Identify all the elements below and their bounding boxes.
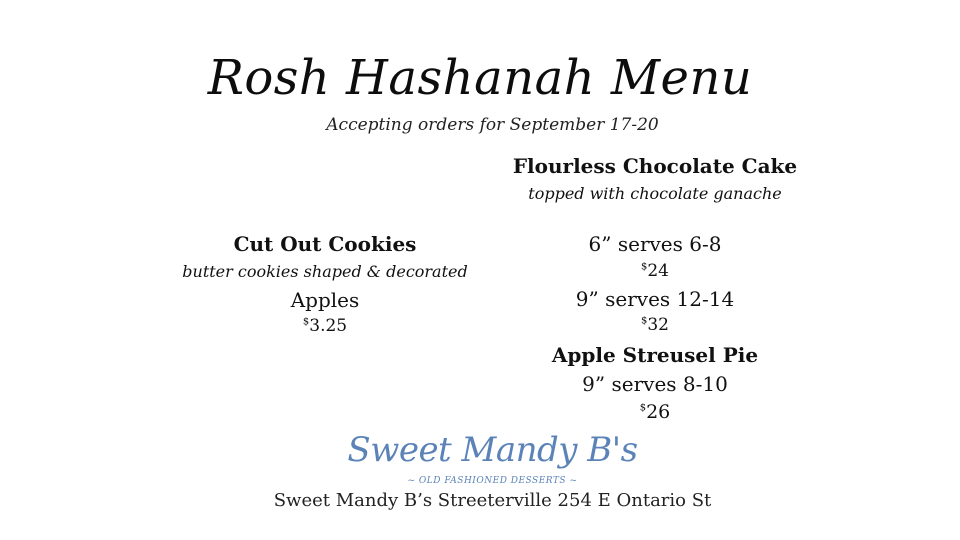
price-value: 32: [647, 315, 669, 335]
price-value: 24: [647, 261, 669, 281]
cake-size-9: 9” serves 12-14: [575, 287, 735, 311]
apples-item: Apples: [290, 288, 360, 312]
pie-price: [500, 401, 810, 423]
cake-size-6-price: [500, 261, 810, 281]
brand-tagline: ~ OLD FASHIONED DESSERTS ~: [407, 476, 578, 486]
price-value: 26: [646, 401, 671, 423]
currency-symbol: $: [302, 316, 310, 328]
cake-description: topped with chocolate ganache: [528, 184, 782, 203]
cake-size-9-price: [500, 315, 810, 335]
price-value: 3.25: [309, 316, 348, 336]
pie-size: 9” serves 8-10: [582, 372, 728, 396]
currency-symbol: $: [640, 315, 648, 327]
cookies-description: butter cookies shaped & decorated: [182, 262, 468, 281]
cookies-heading: Cut Out Cookies: [233, 232, 417, 256]
currency-symbol: $: [639, 402, 647, 414]
pie-heading: Apple Streusel Pie: [551, 343, 759, 367]
store-address: Sweet Mandy B’s Streeterville 254 E Ontario St: [273, 490, 712, 511]
cake-size-6: 6” serves 6-8: [588, 232, 722, 256]
subtitle: Accepting orders for September 17-20: [326, 115, 659, 135]
cake-heading: Flourless Chocolate Cake: [512, 154, 798, 178]
apples-price: [160, 316, 490, 336]
currency-symbol: $: [640, 261, 648, 273]
brand-logo: Sweet Mandy B's: [347, 430, 638, 470]
page-title: Rosh Hashanah Menu: [207, 50, 753, 106]
